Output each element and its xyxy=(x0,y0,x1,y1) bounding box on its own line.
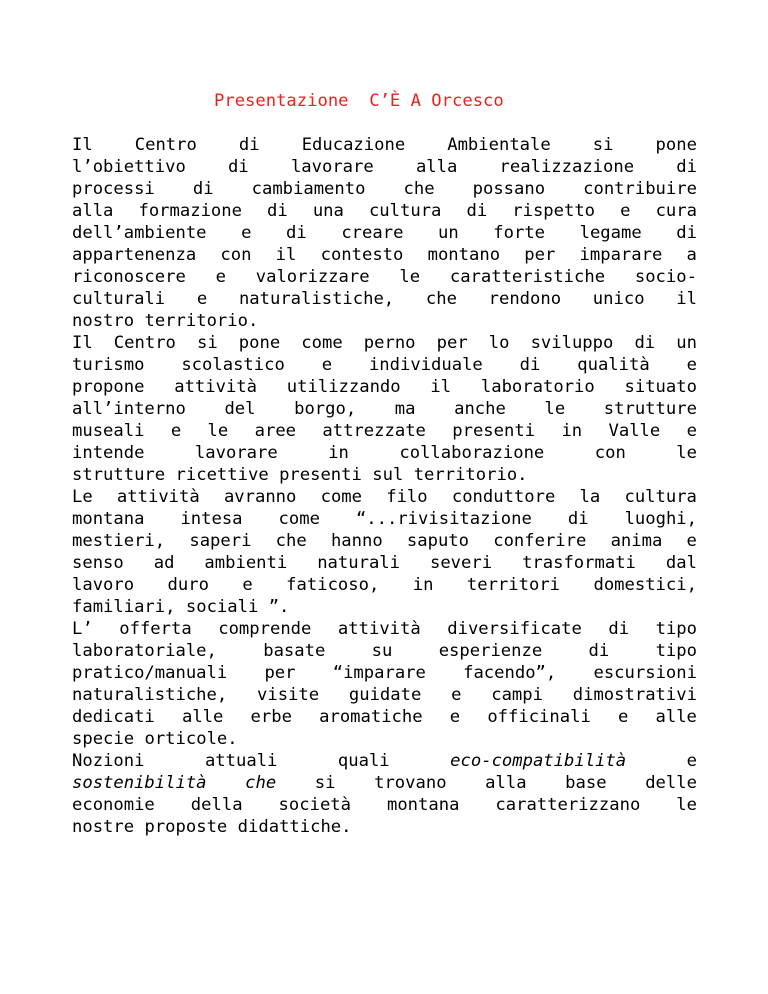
word: trovano xyxy=(374,773,447,793)
word: per xyxy=(524,245,556,265)
word: di xyxy=(567,509,589,529)
word: proposte xyxy=(144,817,228,837)
word: Centro xyxy=(134,135,197,155)
word: dimostrativi xyxy=(572,685,697,705)
word: lo xyxy=(488,333,510,353)
word: sul xyxy=(372,465,404,485)
word: in xyxy=(412,575,434,595)
word: alle xyxy=(181,707,224,727)
word: L’ xyxy=(72,619,93,639)
word: sostenibilità xyxy=(72,773,207,793)
word: qualità xyxy=(577,355,650,375)
word: pone xyxy=(655,135,697,155)
text-line xyxy=(72,508,697,530)
word: “imparare xyxy=(332,663,426,683)
word: territorio. xyxy=(144,311,259,331)
word: e xyxy=(170,421,182,441)
word: dedicati xyxy=(72,707,155,727)
word: socio- xyxy=(634,267,697,287)
word: pone xyxy=(238,333,281,353)
word: legame xyxy=(579,223,642,243)
word: e xyxy=(242,575,253,595)
word: a xyxy=(686,245,697,265)
word: montano xyxy=(427,245,501,265)
word: con xyxy=(220,245,252,265)
word: luoghi, xyxy=(624,509,697,529)
text-line xyxy=(72,354,697,376)
word: collaborazione xyxy=(399,443,545,463)
word: della xyxy=(190,795,243,815)
word: valorizzare xyxy=(255,267,370,287)
text-line xyxy=(72,816,697,838)
word: filo xyxy=(386,487,428,507)
word: alle xyxy=(655,707,697,727)
text-line xyxy=(72,376,697,398)
text-line xyxy=(72,662,697,684)
word: e xyxy=(196,289,208,309)
word: Le xyxy=(72,487,93,507)
word: processi xyxy=(72,179,155,199)
word: conferire xyxy=(493,531,587,551)
word: attività xyxy=(116,487,200,507)
word: lavorare xyxy=(194,443,278,463)
word: alla xyxy=(485,773,527,793)
word: territorio. xyxy=(413,465,528,485)
word: Valle xyxy=(608,421,661,441)
word: facendo”, xyxy=(463,663,557,683)
word: che xyxy=(245,773,277,793)
word: ad xyxy=(153,553,175,573)
document-title: Presentazione C’È A Orcesco xyxy=(214,91,504,111)
text-line xyxy=(72,222,697,244)
word: saputo xyxy=(406,531,469,551)
word: di xyxy=(192,179,214,199)
text-line xyxy=(72,200,697,222)
word: familiari, xyxy=(72,597,176,617)
word: perno xyxy=(363,333,416,353)
word: che xyxy=(425,289,457,309)
text-line xyxy=(72,156,697,178)
word: rendono xyxy=(488,289,562,309)
word: intesa xyxy=(180,509,243,529)
word: in xyxy=(328,443,349,463)
text-line xyxy=(72,266,697,288)
word: come xyxy=(301,333,343,353)
text-line xyxy=(72,332,697,354)
word: eco-compatibilità xyxy=(450,751,627,771)
word: didattiche. xyxy=(237,817,352,837)
word: sociali xyxy=(185,597,259,617)
word: ricettive xyxy=(175,465,269,485)
word: Centro xyxy=(113,333,176,353)
text-line xyxy=(72,442,697,464)
word: intende xyxy=(72,443,145,463)
word: e xyxy=(617,707,629,727)
word: cambiamento xyxy=(251,179,366,199)
word: un xyxy=(676,333,697,353)
word: in xyxy=(561,421,583,441)
word: contribuire xyxy=(583,179,697,199)
word: Educazione xyxy=(301,135,406,155)
word: economie xyxy=(72,795,155,815)
word: e xyxy=(686,355,697,375)
word: e xyxy=(449,707,461,727)
text-line xyxy=(72,244,697,266)
word: attrezzate xyxy=(322,421,426,441)
text-line xyxy=(72,794,697,816)
word: dal xyxy=(665,553,697,573)
word: duro xyxy=(167,575,209,595)
text-line xyxy=(72,728,697,750)
word: saperi xyxy=(189,531,252,551)
word: nostro xyxy=(72,311,135,331)
word: anima xyxy=(610,531,663,551)
word: museali xyxy=(72,421,145,441)
word: tipo xyxy=(655,641,697,661)
word: le xyxy=(207,421,229,441)
word: attuali xyxy=(204,751,278,771)
word: una xyxy=(312,201,344,221)
word: lavorare xyxy=(290,157,374,177)
word: all’interno xyxy=(72,399,186,419)
text-line xyxy=(72,178,697,200)
word: strutture xyxy=(603,399,697,419)
word: specie xyxy=(72,729,135,749)
word: comprende xyxy=(218,619,312,639)
word: realizzazione xyxy=(499,157,635,177)
word: rispetto xyxy=(512,201,596,221)
word: laboratorio xyxy=(480,377,595,397)
word: che xyxy=(275,531,307,551)
word: montana xyxy=(386,795,460,815)
word: diversificate xyxy=(447,619,582,639)
word: e xyxy=(241,223,252,243)
word: si xyxy=(314,773,336,793)
word: erbe xyxy=(250,707,292,727)
word: alla xyxy=(415,157,458,177)
text-line xyxy=(72,310,697,332)
word: per xyxy=(264,663,296,683)
word: creare xyxy=(341,223,404,243)
word: pratico/manuali xyxy=(72,663,228,683)
word: guidate xyxy=(348,685,422,705)
word: presenti xyxy=(279,465,362,485)
word: Nozioni xyxy=(72,751,145,771)
word: aromatiche xyxy=(319,707,423,727)
word: di xyxy=(267,201,288,221)
word: di xyxy=(588,641,610,661)
text-line xyxy=(72,486,697,508)
word: individuale xyxy=(368,355,483,375)
word: laboratoriale, xyxy=(72,641,217,661)
word: per xyxy=(436,333,468,353)
word: di xyxy=(519,355,541,375)
word: strutture xyxy=(72,465,166,485)
word: società xyxy=(278,795,351,815)
text-line xyxy=(72,596,697,618)
word: naturalistiche, xyxy=(238,289,395,309)
word: contesto xyxy=(320,245,404,265)
word: si xyxy=(592,135,614,155)
word: il xyxy=(275,245,297,265)
word: Il xyxy=(72,333,93,353)
word: e xyxy=(686,531,697,551)
word: e xyxy=(686,751,697,771)
word: e xyxy=(215,267,226,287)
word: e xyxy=(620,201,631,221)
text-line xyxy=(72,618,697,640)
word: imparare xyxy=(579,245,663,265)
word: esperienze xyxy=(438,641,543,661)
word: e xyxy=(321,355,333,375)
word: quali xyxy=(337,751,390,771)
document-body xyxy=(72,134,697,838)
word: con xyxy=(594,443,626,463)
word: orticole. xyxy=(144,729,238,749)
word: mestieri, xyxy=(72,531,166,551)
word: cultura xyxy=(368,201,442,221)
word: lavoro xyxy=(72,575,135,595)
word: un xyxy=(438,223,459,243)
word: faticoso, xyxy=(286,575,380,595)
word: territori xyxy=(466,575,561,595)
word: di xyxy=(608,619,630,639)
word: come xyxy=(320,487,362,507)
word: di xyxy=(286,223,307,243)
word: e xyxy=(451,685,462,705)
word: unico xyxy=(592,289,645,309)
word: riconoscere xyxy=(72,267,186,287)
word: avranno xyxy=(223,487,297,507)
word: delle xyxy=(645,773,697,793)
text-line xyxy=(72,684,697,706)
word: che xyxy=(403,179,435,199)
word: cultura xyxy=(624,487,697,507)
text-line xyxy=(72,134,697,156)
word: scolastico xyxy=(181,355,285,375)
word: ma xyxy=(394,399,416,419)
word: possano xyxy=(472,179,546,199)
word: ”. xyxy=(268,597,290,617)
word: caratteristiche xyxy=(449,267,606,287)
word: “...rivisitazione xyxy=(355,509,532,529)
text-line xyxy=(72,552,697,574)
word: caratterizzano xyxy=(495,795,641,815)
word: visite xyxy=(257,685,320,705)
word: attività xyxy=(337,619,421,639)
text-line xyxy=(72,420,697,442)
text-line xyxy=(72,288,697,310)
word: l’obiettivo xyxy=(72,157,186,177)
word: cura xyxy=(655,201,697,221)
text-line xyxy=(72,464,697,486)
text-line xyxy=(72,398,697,420)
word: forte xyxy=(493,223,546,243)
word: anche xyxy=(454,399,506,419)
word: e xyxy=(686,421,697,441)
text-line xyxy=(72,640,697,662)
word: sviluppo xyxy=(530,333,614,353)
word: culturali xyxy=(72,289,166,309)
word: trasformati xyxy=(522,553,636,573)
word: domestici, xyxy=(593,575,697,595)
word: di xyxy=(676,223,697,243)
word: utilizzando xyxy=(286,377,401,397)
word: alla xyxy=(72,201,114,221)
word: escursioni xyxy=(593,663,697,683)
word: di xyxy=(466,201,488,221)
word: campi xyxy=(491,685,543,705)
word: appartenenza xyxy=(72,245,197,265)
word: le xyxy=(399,267,421,287)
text-line xyxy=(72,530,697,552)
word: conduttore xyxy=(451,487,556,507)
word: di xyxy=(228,157,249,177)
word: Il xyxy=(72,135,93,155)
word: ambienti xyxy=(204,553,288,573)
word: nostre xyxy=(72,817,135,837)
word: presenti xyxy=(452,421,536,441)
word: su xyxy=(371,641,393,661)
word: le xyxy=(676,795,697,815)
word: severi xyxy=(429,553,493,573)
word: formazione xyxy=(138,201,242,221)
word: si xyxy=(196,333,218,353)
word: attività xyxy=(174,377,258,397)
word: le xyxy=(676,443,697,463)
word: dell’ambiente xyxy=(72,223,207,243)
word: turismo xyxy=(72,355,145,375)
word: basate xyxy=(263,641,326,661)
word: il xyxy=(430,377,452,397)
word: di xyxy=(238,135,260,155)
word: le xyxy=(544,399,566,419)
word: propone xyxy=(72,377,145,397)
word: offerta xyxy=(119,619,192,639)
word: il xyxy=(676,289,697,309)
word: Ambientale xyxy=(447,135,551,155)
word: del xyxy=(224,399,256,419)
word: borgo, xyxy=(294,399,357,419)
word: tipo xyxy=(655,619,697,639)
word: situato xyxy=(624,377,697,397)
word: senso xyxy=(72,553,124,573)
word: officinali xyxy=(487,707,591,727)
document-page xyxy=(72,90,697,838)
word: di xyxy=(676,157,697,177)
word: naturali xyxy=(317,553,400,573)
text-line xyxy=(72,574,697,596)
word: aree xyxy=(254,421,297,441)
word: di xyxy=(634,333,656,353)
text-line xyxy=(72,750,697,772)
text-line xyxy=(72,772,697,794)
word: base xyxy=(565,773,607,793)
word: naturalistiche, xyxy=(72,685,228,705)
word: come xyxy=(278,509,320,529)
text-line xyxy=(72,706,697,728)
word: montana xyxy=(72,509,145,529)
word: hanno xyxy=(330,531,383,551)
word: la xyxy=(579,487,601,507)
